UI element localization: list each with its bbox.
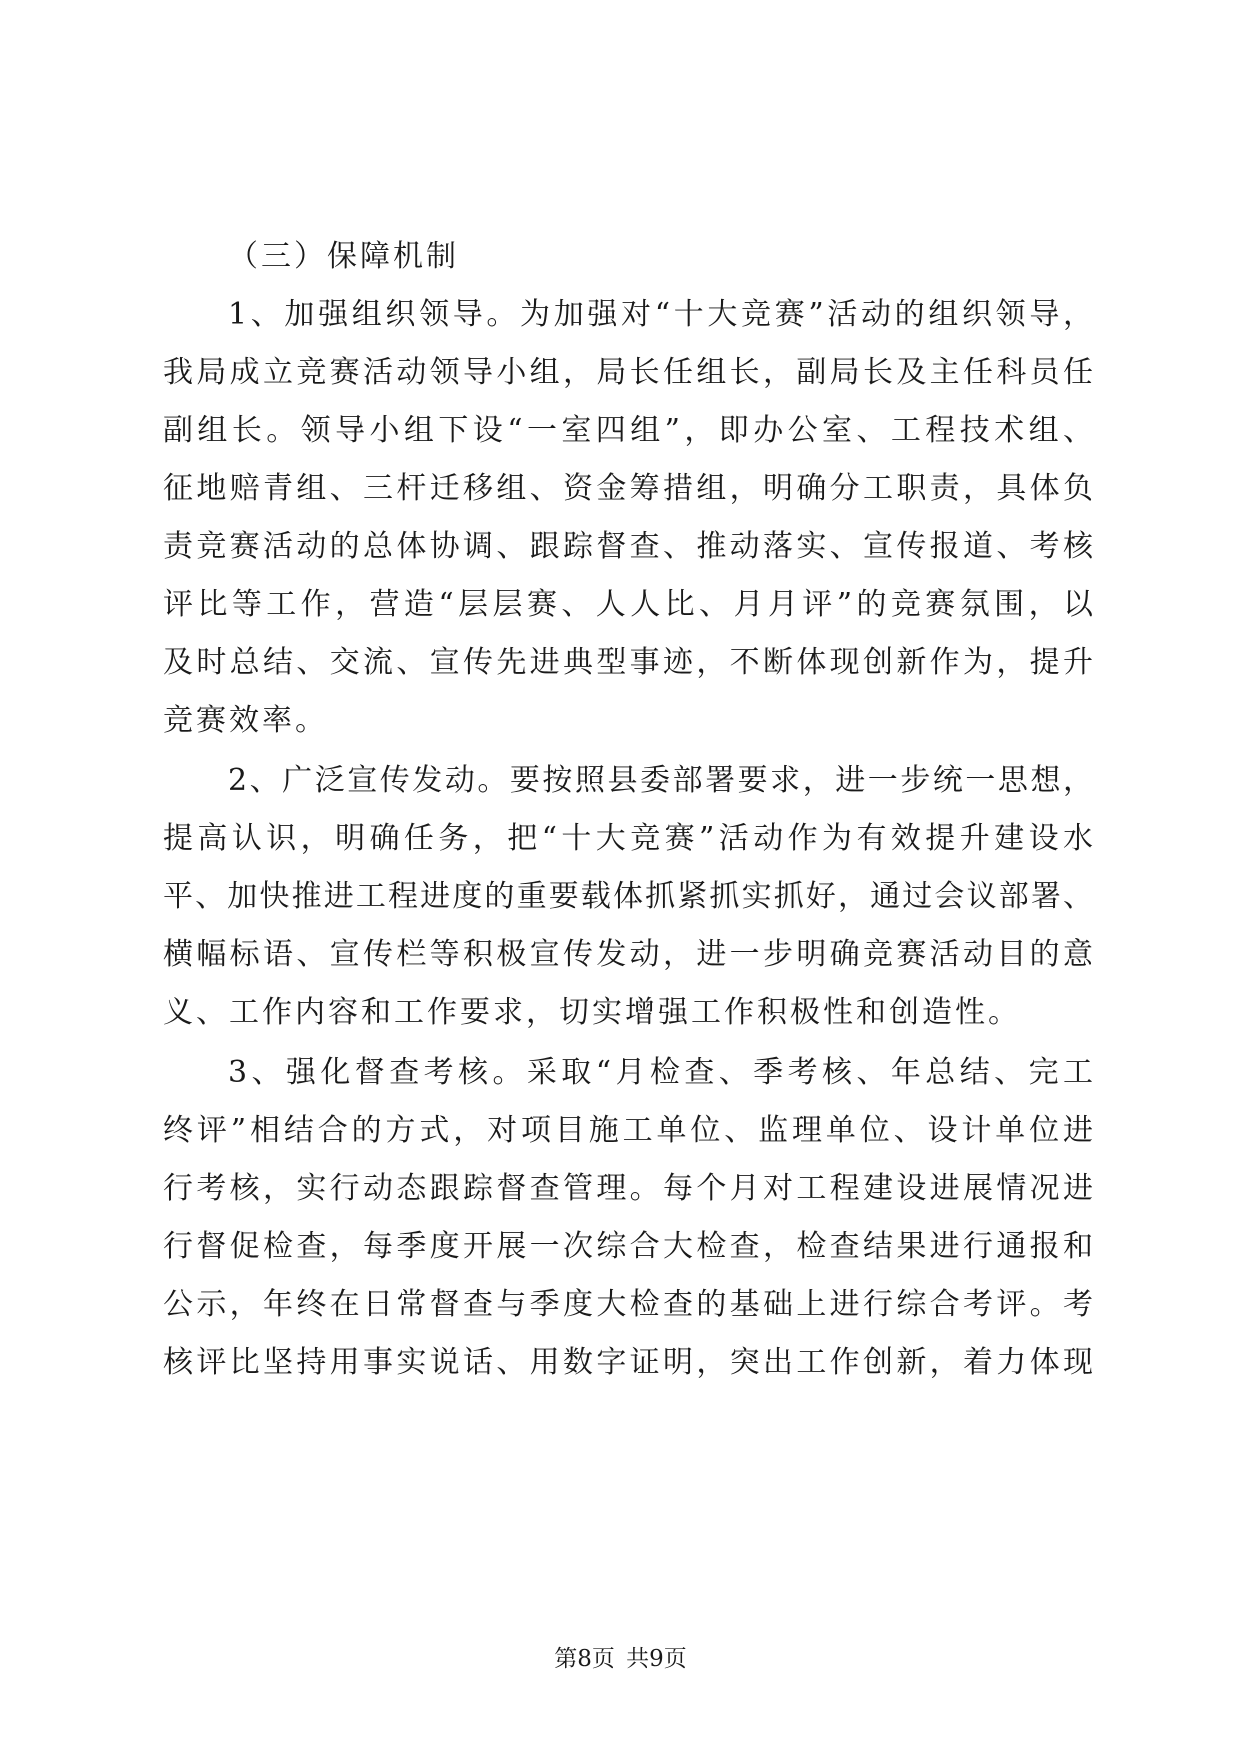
paragraph-2-line-2: 提高认识，明确任务，把“十大竞赛”活动作为有效提升建设水 xyxy=(163,821,1093,856)
page-footer xyxy=(0,1644,1241,1674)
paragraph-1-line-7: 及时总结、交流、宣传先进典型事迹，不断体现创新作为，提升 xyxy=(163,645,1093,680)
paragraph-1-line-3: 副组长。领导小组下设“一室四组”，即办公室、工程技术组、 xyxy=(163,413,1093,448)
paragraph-2-line-3: 平、加快推进工程进度的重要载体抓紧抓实抓好，通过会议部署、 xyxy=(163,879,1093,914)
page-total: 共9页 xyxy=(626,1646,687,1672)
paragraph-1-line-4: 征地赔青组、三杆迁移组、资金筹措组，明确分工职责，具体负 xyxy=(163,471,1093,506)
page-number: 第8页 xyxy=(554,1646,615,1672)
paragraph-3-line-3: 行考核，实行动态跟踪督查管理。每个月对工程建设进展情况进 xyxy=(163,1171,1093,1206)
paragraph-2-line-5: 义、工作内容和工作要求，切实增强工作积极性和创造性。 xyxy=(163,995,1021,1030)
paragraph-3-line-4: 行督促检查，每季度开展一次综合大检查，检查结果进行通报和 xyxy=(163,1229,1093,1264)
paragraph-3-line-5: 公示，年终在日常督查与季度大检查的基础上进行综合考评。考 xyxy=(163,1287,1093,1322)
paragraph-1-line-5: 责竞赛活动的总体协调、跟踪督查、推动落实、宣传报道、考核 xyxy=(163,529,1093,564)
paragraph-1-line-2: 我局成立竞赛活动领导小组，局长任组长，副局长及主任科员任 xyxy=(163,355,1093,390)
paragraph-1-line-1: 1、加强组织领导。为加强对“十大竞赛”活动的组织领导， xyxy=(228,297,1093,332)
paragraph-3-line-2: 终评”相结合的方式，对项目施工单位、监理单位、设计单位进 xyxy=(163,1113,1093,1148)
section-heading: （三）保障机制 xyxy=(228,239,459,274)
paragraph-3-line-1: 3、强化督查考核。采取“月检查、季考核、年总结、完工 xyxy=(228,1055,1093,1090)
paragraph-2-line-1: 2、广泛宣传发动。要按照县委部署要求，进一步统一思想， xyxy=(228,763,1093,798)
paragraph-1-line-6: 评比等工作，营造“层层赛、人人比、月月评”的竞赛氛围，以 xyxy=(163,587,1093,622)
paragraph-3-line-6: 核评比坚持用事实说话、用数字证明，突出工作创新，着力体现 xyxy=(163,1345,1093,1380)
paragraph-1-line-8: 竞赛效率。 xyxy=(163,703,328,738)
paragraph-2-line-4: 横幅标语、宣传栏等积极宣传发动，进一步明确竞赛活动目的意 xyxy=(163,937,1093,972)
